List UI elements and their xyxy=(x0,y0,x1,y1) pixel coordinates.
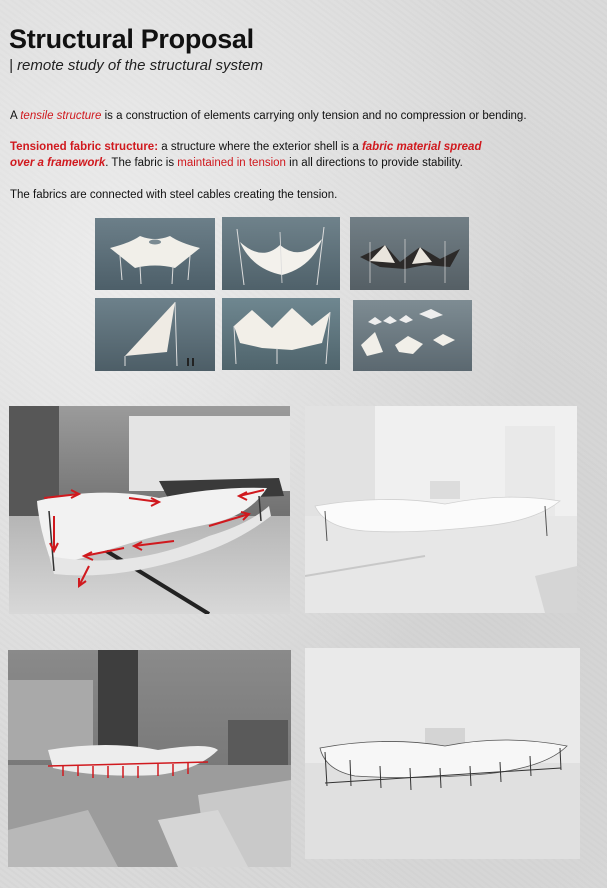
model-photo-sketch-cables-right xyxy=(305,648,580,859)
p1-suffix: is a construction of elements carrying only tension and no compression or bending. xyxy=(101,110,527,122)
page-title: Structural Proposal xyxy=(9,24,254,54)
dark-sail-canopies-render xyxy=(350,217,469,290)
canopy-tensile-roof-render xyxy=(95,218,215,290)
p2-term: Tensioned fabric structure: xyxy=(10,141,159,153)
p1-prefix: A xyxy=(10,110,21,122)
paragraph-fabric-structure xyxy=(10,139,490,171)
paragraph-steel-cables: The fabrics are connected with steel cables creating the tension. xyxy=(10,189,338,201)
page-subtitle: | remote study of the structural system xyxy=(9,57,263,74)
p2-emph2: maintained in tension xyxy=(177,157,286,169)
p2-emph1-line2: over a framework xyxy=(10,157,106,169)
model-photo-tension-arrows-left xyxy=(9,406,290,614)
p2-text2: . The fabric is xyxy=(105,157,178,169)
multiple-canopies-render xyxy=(353,300,472,371)
saddle-membrane-render xyxy=(222,217,340,290)
model-photo-vertical-arrows-left xyxy=(8,650,291,867)
p2-text3: in all directions to provide stability. xyxy=(285,157,463,169)
peaked-membrane-render xyxy=(222,298,340,370)
paragraph-tensile-definition xyxy=(10,108,527,124)
single-sail-render xyxy=(95,298,215,371)
p2-emph1-line1: fabric material spread xyxy=(361,141,482,153)
model-photo-light-right xyxy=(305,406,577,613)
p1-term: tensile structure xyxy=(20,110,102,122)
p2-text1: a structure where the exterior shell is a xyxy=(158,141,362,153)
